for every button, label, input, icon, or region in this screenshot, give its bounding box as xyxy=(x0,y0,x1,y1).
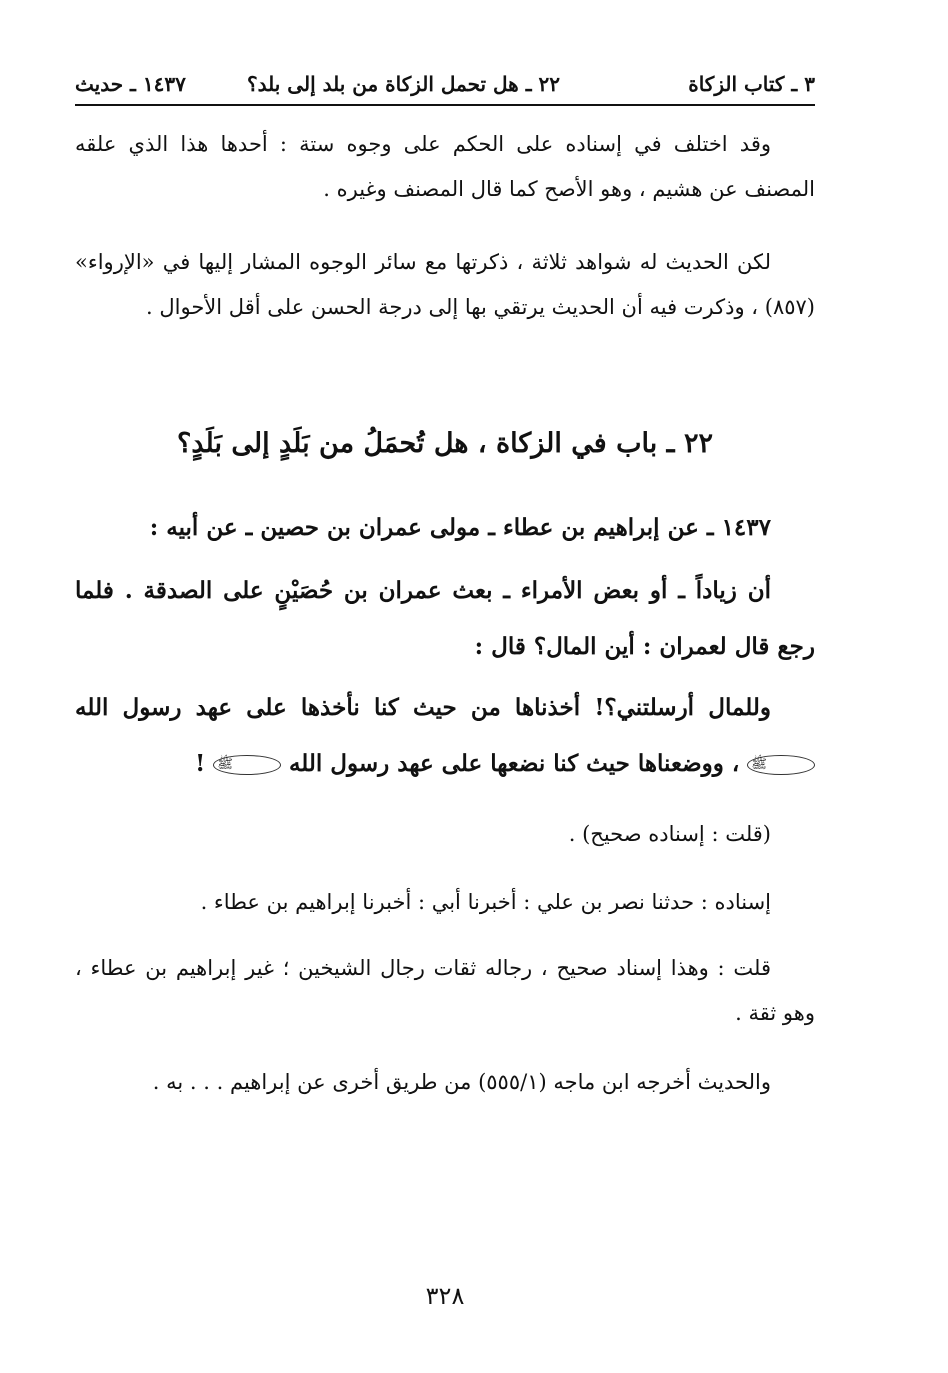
paragraph-isnad-discussion: وقد اختلف في إسناده على الحكم على وجوه ستة : أحدها هذا الذي علقه المصنف عن هشيم ، وهو الأصح كما قال المصنف وغيره . xyxy=(75,132,815,201)
running-header xyxy=(75,72,815,106)
isnad-line: إسناده : حدثنا نصر بن علي : أخبرنا أبي : أخبرنا إبراهيم بن عطاء . xyxy=(200,890,771,914)
header-book-title: ٣ ـ كتاب الزكاة xyxy=(688,72,815,96)
page-number: ٣٢٨ xyxy=(425,1282,465,1310)
hadith-text-1: أن زياداً ـ أو بعض الأمراء ـ بعث عمران بن حُصَيْنٍ على الصدقة . فلما رجع قال لعمران : أين المال؟ قال : xyxy=(75,577,815,660)
hadith-text-2-part-a: وللمال أرسلتني؟! أخذناها من حيث كنا نأخذها على عهد رسول الله xyxy=(75,694,771,721)
authenticity-note: (قلت : إسناده صحيح) . xyxy=(568,822,771,846)
hadith-text-2-part-c: ! xyxy=(195,750,206,777)
takhrij-paragraph: والحديث أخرجه ابن ماجه (٥٥٥/١) من طريق أخرى عن إبراهيم . . . به . xyxy=(152,1070,771,1094)
paragraph-shawahid: لكن الحديث له شواهد ثلاثة ، ذكرتها مع سائر الوجوه المشار إليها في «الإرواء» (٨٥٧) ، وذكرت فيه أن الحديث يرتقي بها إلى درجة الحسن على أقل الأحوال . xyxy=(75,250,815,319)
grading-paragraph: قلت : وهذا إسناد صحيح ، رجاله ثقات رجال الشيخين ؛ غير إبراهيم بن عطاء ، وهو ثقة . xyxy=(75,956,815,1025)
hadith-text-2 xyxy=(75,680,815,792)
salawat-symbol: ﷺ xyxy=(747,755,815,775)
hadith-text-2-part-b: ، ووضعناها حيث كنا نضعها على عهد رسول الله xyxy=(288,750,740,777)
header-hadith-number: ١٤٣٧ ـ حديث xyxy=(75,72,186,96)
header-chapter-title: ٢٢ ـ هل تحمل الزكاة من بلد إلى بلد؟ xyxy=(247,72,560,96)
hadith-intro: ١٤٣٧ ـ عن إبراهيم بن عطاء ـ مولى عمران بن حصين ـ عن أبيه : xyxy=(149,514,771,541)
header-divider xyxy=(75,104,815,106)
salawat-symbol: ﷺ xyxy=(213,755,281,775)
book-page xyxy=(75,60,815,1350)
chapter-heading: ٢٢ ـ باب في الزكاة ، هل تُحمَلُ من بَلَدٍ إلى بَلَدٍ؟ xyxy=(177,428,713,459)
